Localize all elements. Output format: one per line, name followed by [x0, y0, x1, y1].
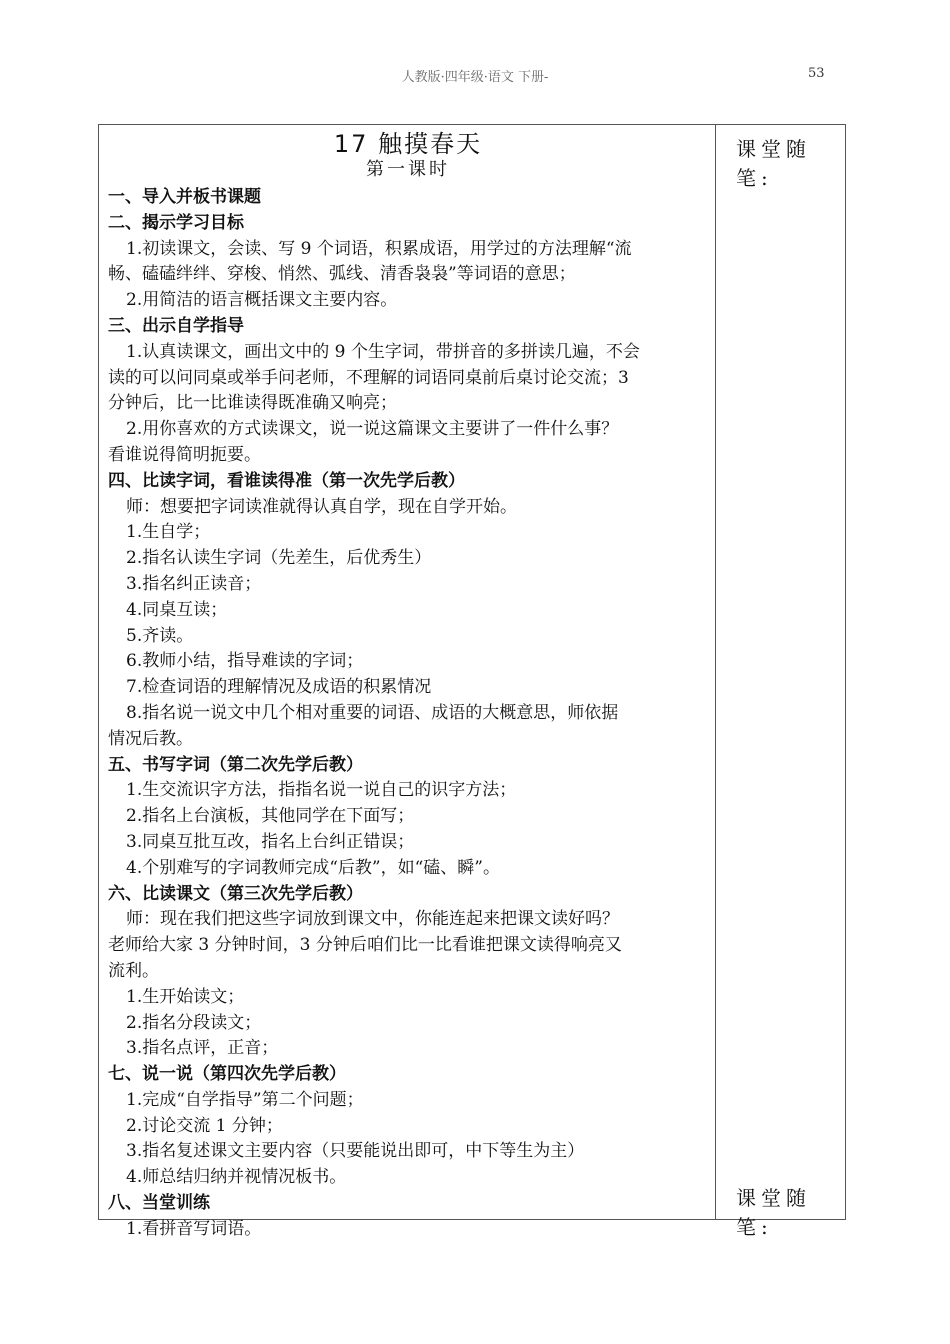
text-line: 1.初读课文，会读、写 9 个词语，积累成语，用学过的方法理解“流 [126, 238, 632, 259]
column-divider [715, 125, 716, 1219]
section-heading: 五、书写字词（第二次先学后教） [108, 754, 363, 775]
text-line: 4.个别难写的字词教师完成“后教”，如“磕、瞬”。 [126, 857, 500, 878]
text-line: 1.认真读课文，画出文中的 9 个生字词，带拼音的多拼读几遍，不会 [126, 341, 640, 362]
text-line: 畅、磕磕绊绊、穿梭、悄然、弧线、清香袅袅”等词语的意思； [108, 264, 576, 285]
text-line: 流利。 [108, 960, 159, 981]
lesson-subtitle: 第一课时 [366, 159, 450, 180]
lesson-content [108, 125, 708, 1243]
text-line: 7.检查词语的理解情况及成语的积累情况 [126, 677, 432, 698]
text-line: 师：想要把字词读准就得认真自学，现在自学开始。 [126, 496, 517, 517]
section-heading: 三、出示自学指导 [108, 315, 244, 336]
text-line: 2.用你喜欢的方式读课文，说一说这篇课文主要讲了一件什么事？ [126, 419, 619, 440]
text-line: 2.用简洁的语言概括课文主要内容。 [126, 290, 398, 311]
text-line: 3.指名点评，正音； [126, 1038, 279, 1059]
section-heading: 八、当堂训练 [108, 1193, 210, 1214]
text-line: 1.生开始读文； [126, 986, 245, 1007]
section-heading: 一、导入并板书课题 [108, 187, 261, 207]
page-header: 人教版·四年级·语文 下册- [401, 70, 549, 85]
section-heading: 六、比读课文（第三次先学后教） [108, 883, 363, 904]
text-line: 5.齐读。 [126, 625, 194, 646]
text-line: 分钟后，比一比谁读得既准确又响亮； [108, 393, 397, 414]
text-line: 2.指名认读生字词（先差生，后优秀生） [126, 548, 432, 569]
text-line: 老师给大家 3 分钟时间，3 分钟后咱们比一比看谁把课文读得响亮又 [108, 935, 622, 956]
text-line: 3.同桌互批互改，指名上台纠正错误； [126, 831, 415, 852]
text-line: 4.同桌互读； [126, 599, 228, 620]
text-line: 1.生交流识字方法，指指名说一说自己的识字方法； [126, 780, 517, 801]
page-number: 53 [808, 66, 825, 81]
notes-label-top: 课堂随笔: [736, 137, 811, 190]
text-line: 情况后教。 [108, 728, 193, 749]
notes-label-bottom: 课堂随笔: [736, 1186, 811, 1239]
section-heading: 二、揭示学习目标 [108, 212, 244, 233]
lesson-title: 17 触摸春天 [333, 130, 483, 158]
text-line: 2.指名分段读文； [126, 1012, 262, 1033]
text-line: 读的可以问同桌或举手问老师，不理解的词语同桌前后桌讨论交流；3 [108, 367, 629, 388]
text-line: 1.生自学； [126, 522, 211, 543]
section-heading: 四、比读字词，看谁读得准（第一次先学后教） [108, 470, 465, 491]
text-line: 3.指名纠正读音； [126, 573, 262, 594]
text-line: 6.教师小结，指导难读的字词； [126, 651, 364, 672]
text-line: 看谁说得简明扼要。 [108, 444, 261, 465]
section-heading: 七、说一说（第四次先学后教） [108, 1064, 346, 1085]
text-line: 3.指名复述课文主要内容（只要能说出即可，中下等生为主） [126, 1141, 585, 1162]
text-line: 2.讨论交流 1 分钟； [126, 1115, 283, 1136]
text-line: 8.指名说一说文中几个相对重要的词语、成语的大概意思，师依据 [126, 702, 619, 723]
lesson-lines [108, 185, 708, 1243]
text-line: 4.师总结归纳并视情况板书。 [126, 1167, 347, 1188]
text-line: 1.看拼音写词语。 [126, 1218, 262, 1239]
text-line: 师：现在我们把这些字词放到课文中，你能连起来把课文读好吗？ [126, 909, 619, 930]
text-line: 1.完成“自学指导”第二个问题； [126, 1089, 364, 1110]
lesson-table [98, 124, 846, 1239]
text-line: 2.指名上台演板，其他同学在下面写； [126, 806, 415, 827]
